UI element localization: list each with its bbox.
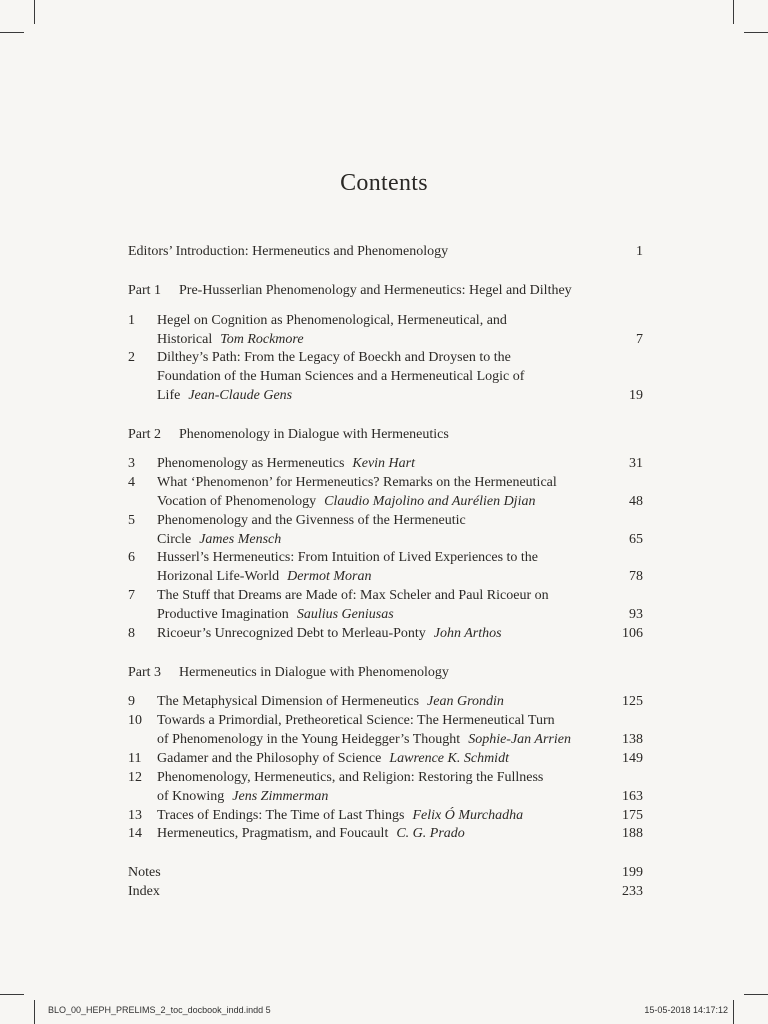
chapter-title-line: Historical [157,332,213,347]
chapter-title-line: Gadamer and the Philosophy of Science [157,751,382,766]
page-number: 1 [636,244,643,259]
part-heading [128,426,643,444]
chapter-title-line: Hermeneutics, Pragmatism, and Foucault [157,826,389,841]
page-number: 93 [629,607,643,622]
chapter-title-line: Traces of Endings: The Time of Last Things [157,808,405,823]
chapter-title-line: Horizonal Life-World [157,569,280,584]
chapter-author: Saulius Geniusas [296,607,394,622]
chapter-number: 6 [128,550,135,565]
crop-mark [744,994,768,995]
entry-title: Index [128,884,160,899]
chapter-author: Tom Rockmore [220,332,304,347]
chapter-author: Kevin Hart [352,456,416,471]
chapter-author: John Arthos [433,626,502,641]
chapter-number: 12 [128,770,142,785]
page-number: 199 [622,865,643,880]
chapter-title-line: Phenomenology, Hermeneutics, and Religion: Restoring the Fullness [157,770,544,785]
chapter-number: 9 [128,694,135,709]
chapter-number: 5 [128,513,135,528]
page-number: 48 [629,494,643,509]
crop-mark [744,32,768,33]
part-title: Phenomenology in Dialogue with Hermeneutics [179,427,449,442]
chapter-title-line: Phenomenology as Hermeneutics [157,456,345,471]
chapter-title-line: of Knowing [157,789,225,804]
chapter-title-line: The Stuff that Dreams are Made of: Max Scheler and Paul Ricoeur on [157,588,549,603]
page-number: 106 [622,626,643,641]
chapter-author: James Mensch [199,532,282,547]
chapter-author: Claudio Majolino and Aurélien Djian [324,494,536,509]
page-number: 125 [622,694,643,709]
footer-filename: BLO_00_HEPH_PRELIMS_2_toc_docbook_indd.indd 5 [48,1005,271,1015]
chapter-title-line: Circle [157,532,192,547]
crop-mark [0,32,24,33]
chapter-title-line: The Metaphysical Dimension of Hermeneutics [157,694,420,709]
part-label: Part 1 [128,283,162,298]
page-number: 163 [622,789,643,804]
chapter-title-line: of Phenomenology in the Young Heidegger’s Thought [157,732,461,747]
page-number: 233 [622,884,643,899]
chapter-title-line: What ‘Phenomenon’ for Hermeneutics? Remarks on the Hermeneutical [157,475,557,490]
page-number: 78 [629,569,643,584]
page-number: 7 [636,332,643,347]
page-number: 175 [622,808,643,823]
chapter-number: 14 [128,826,142,841]
page-number: 138 [622,732,643,747]
chapter-author: Jean-Claude Gens [188,388,293,403]
chapter-number: 4 [128,475,135,490]
page-number: 149 [622,751,643,766]
chapter-title-line: Towards a Primordial, Pretheoretical Science: The Hermeneutical Turn [157,713,555,728]
toc-entry-index [128,883,643,901]
chapter-title-line: Productive Imagination [157,607,289,622]
chapter-author: Felix Ó Murchadha [412,808,524,823]
toc-entry-editors-introduction [128,243,643,261]
crop-mark [0,994,24,995]
chapter-title-line: Ricoeur’s Unrecognized Debt to Merleau-Ponty [157,626,426,641]
chapter-number: 3 [128,456,135,471]
entry-title: Editors’ Introduction: Hermeneutics and Phenomenology [128,244,449,259]
chapter-title-line: Foundation of the Human Sciences and a Hermeneutical Logic of [157,369,525,384]
chapter-title-line: Phenomenology and the Givenness of the Hermeneutic [157,513,466,528]
part-label: Part 3 [128,665,162,680]
crop-mark [34,1000,35,1024]
page-title: Contents [340,170,428,196]
part-label: Part 2 [128,427,162,442]
footer-timestamp: 15-05-2018 14:17:12 [644,1005,728,1015]
chapter-author: C. G. Prado [396,826,465,841]
chapter-title-line: Life [157,388,181,403]
chapter-number: 10 [128,713,142,728]
chapter-author: Jens Zimmerman [232,789,329,804]
chapter-title-line: Hegel on Cognition as Phenomenological, Hermeneutical, and [157,313,507,328]
chapter-number: 7 [128,588,135,603]
page-number: 65 [629,532,643,547]
crop-mark [733,1000,734,1024]
entry-title: Notes [128,865,161,880]
chapter-author: Lawrence K. Schmidt [389,751,509,766]
toc-entry-notes [128,864,643,882]
page-number: 19 [629,388,643,403]
chapter-author: Sophie-Jan Arrien [468,732,571,747]
chapter-title-line: Vocation of Phenomenology [157,494,317,509]
chapter-title-line: Husserl’s Hermeneutics: From Intuition of Lived Experiences to the [157,550,539,565]
part-heading [128,664,643,682]
part-title: Pre-Husserlian Phenomenology and Hermeneutics: Hegel and Dilthey [179,283,572,298]
page-number: 31 [629,456,643,471]
crop-mark [733,0,734,24]
chapter-number: 1 [128,313,135,328]
chapter-author: Dermot Moran [287,569,372,584]
page-number: 188 [622,826,643,841]
crop-mark [34,0,35,24]
part-heading [128,282,643,300]
chapter-number: 13 [128,808,142,823]
chapter-author: Jean Grondin [427,694,504,709]
chapter-title-line: Dilthey’s Path: From the Legacy of Boeckh and Droysen to the [157,350,511,365]
chapter-number: 8 [128,626,135,641]
chapter-number: 2 [128,350,135,365]
part-title: Hermeneutics in Dialogue with Phenomenology [179,665,449,680]
chapter-number: 11 [128,751,142,766]
